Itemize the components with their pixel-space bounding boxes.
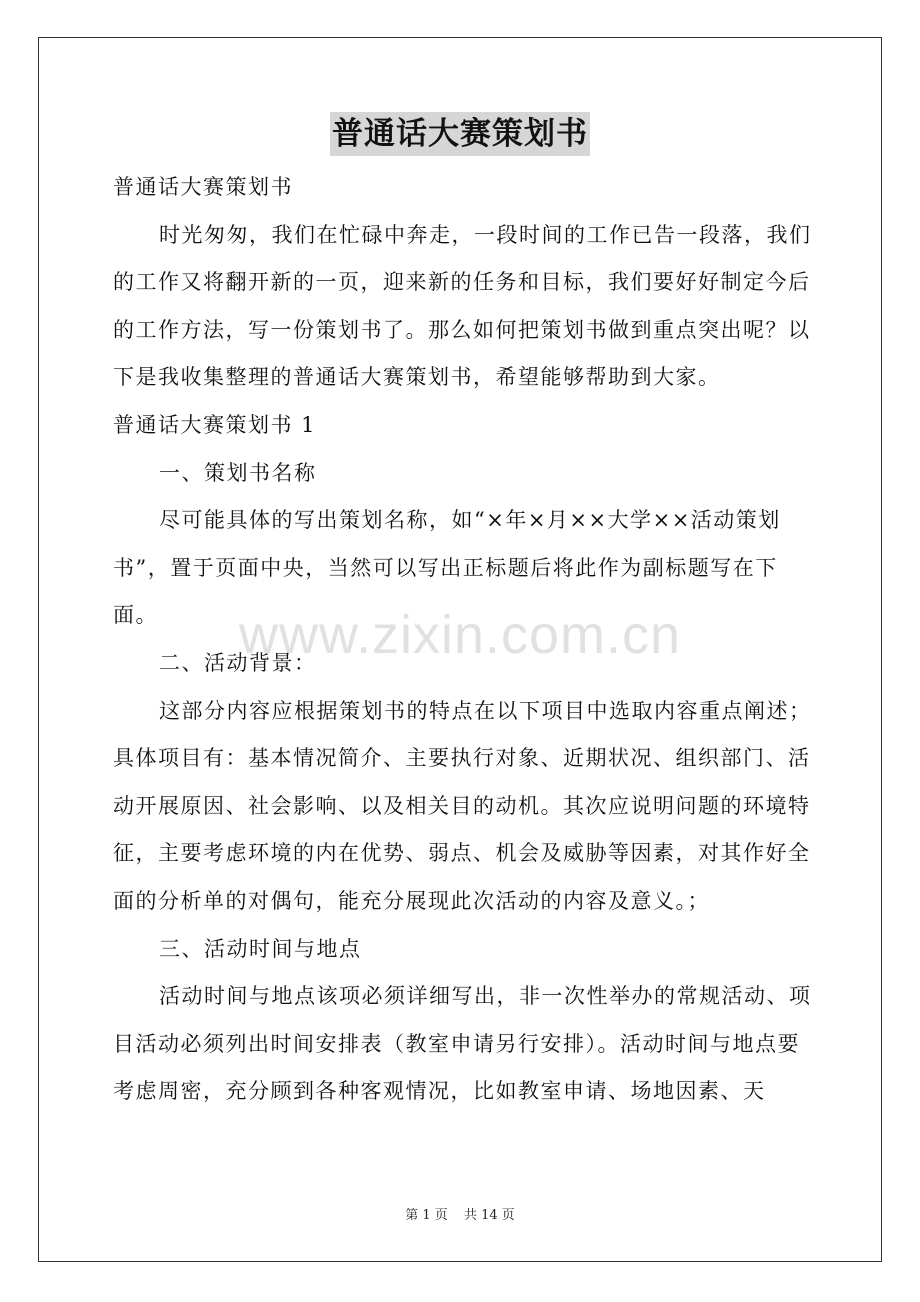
intro-paragraph: 时光匆匆，我们在忙碌中奔走，一段时间的工作已告一段落，我们的工作又将翻开新的一页，迎来新的任务和目标，我们要好好制定今后的工作方法，写一份策划书了。那么如何把策划书做到重点突出呢？以下是我收集整理的普通话大赛策划书，希望能够帮助到大家。 xyxy=(113,222,812,390)
background-paragraph: 这部分内容应根据策划书的特点在以下项目中选取内容重点阐述；具体项目有：基本情况简介、主要执行对象、近期状况、组织部门、活动开展原因、社会影响、以及相关目的动机。其次应说明问题的环境特征，主要考虑环境的内在优势、弱点、机会及威胁等因素，对其作好全面的分析单的对偶句，能充分展现此次活动的内容及意义。； xyxy=(113,698,812,913)
name-paragraph: 尽可能具体的写出策划名称，如“×年×月××大学××活动策划书”，置于页面中央，当然可以写出正标题后将此作为副标题写在下面。 xyxy=(113,508,781,628)
subheading-background: 二、活动背景： xyxy=(159,650,317,675)
subheading-time-place: 三、活动时间与地点 xyxy=(159,936,362,961)
watermark: www.zixin.com.cn xyxy=(238,605,682,665)
time-place-paragraph: 活动时间与地点该项必须详细写出，非一次性举办的常规活动、项目活动必须列出时间安排表（教室申请另行安排）。活动时间与地点要考虑周密，充分顾到各种客观情况，比如教室申请、场地因素、天 xyxy=(113,984,812,1104)
page-number: 第 1 页 xyxy=(405,1208,448,1223)
subtitle-line: 普通话大赛策划书 xyxy=(113,175,293,199)
section-heading: 普通话大赛策划书 1 xyxy=(113,412,317,437)
subheading-name: 一、策划书名称 xyxy=(159,460,317,485)
page-total: 共 14 页 xyxy=(463,1208,515,1223)
page-footer xyxy=(0,1206,920,1226)
document-title: 普通话大赛策划书 xyxy=(330,112,590,156)
title-container xyxy=(0,112,920,156)
